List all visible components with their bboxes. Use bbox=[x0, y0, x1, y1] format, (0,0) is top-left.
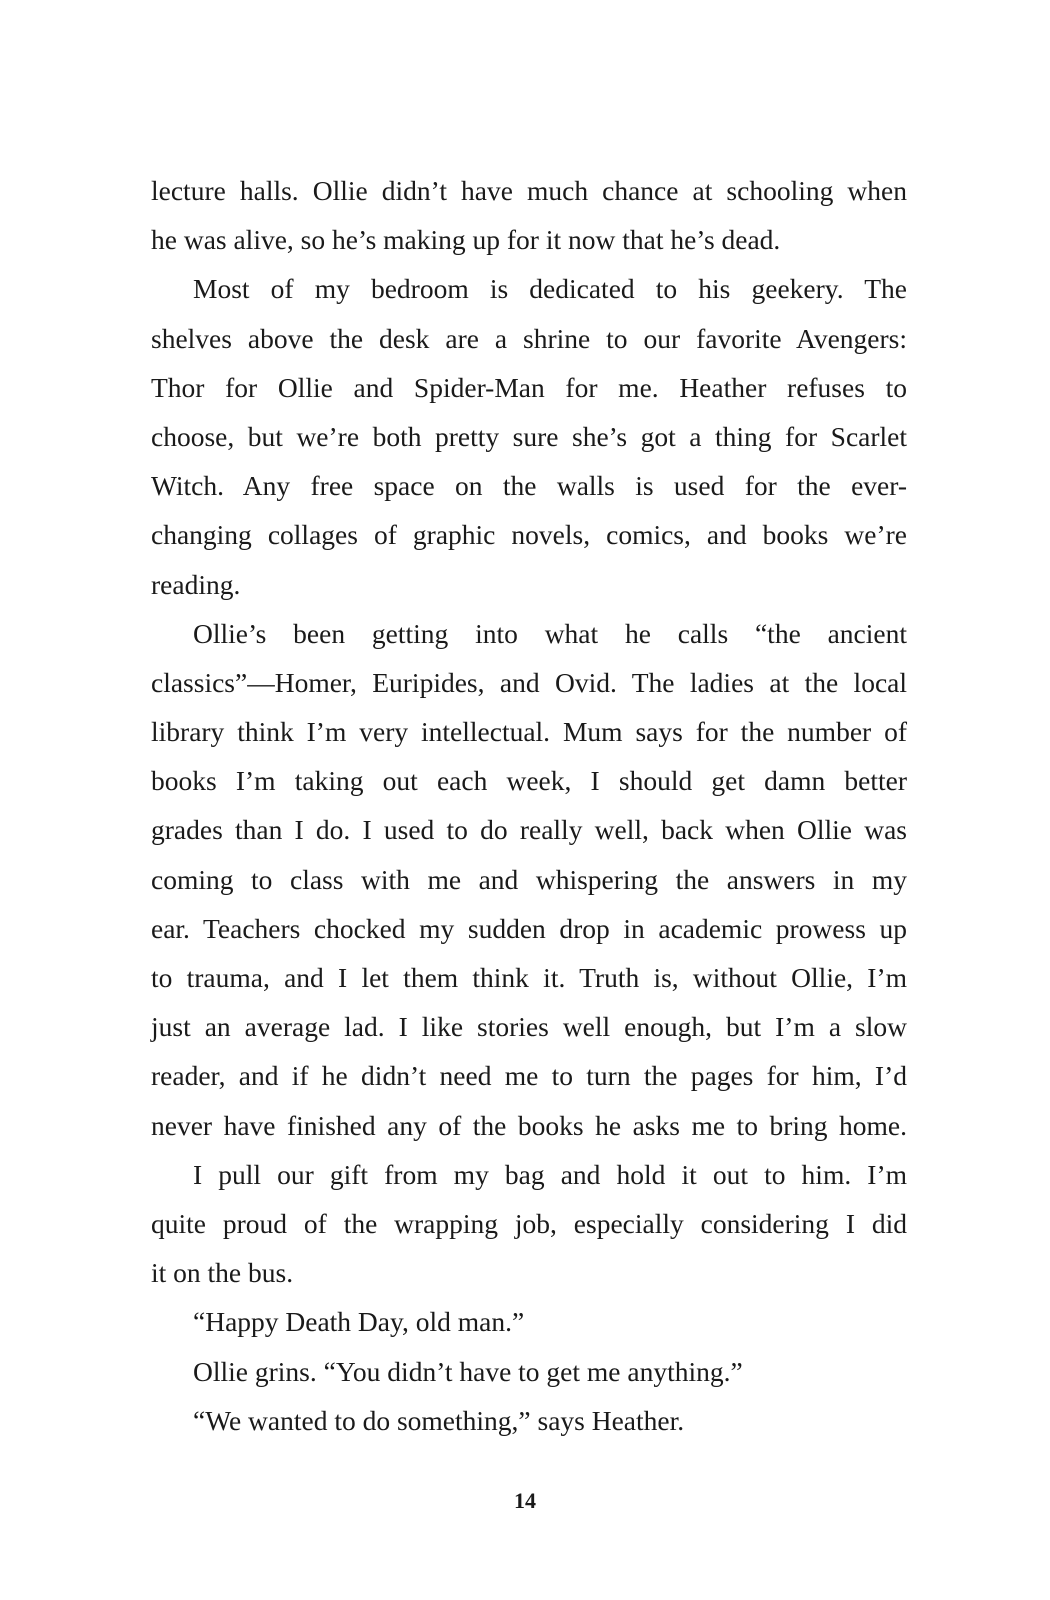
text-line: I pull our gift from my bag and hold it out to him. I’m bbox=[193, 1158, 907, 1190]
text-line: “Happy Death Day, old man.” bbox=[193, 1306, 525, 1338]
text-line: shelves above the desk are a shrine to our favorite Avengers: bbox=[151, 322, 907, 354]
text-line: reading. bbox=[151, 568, 241, 600]
text-line: Witch. Any free space on the walls is used for the ever- bbox=[151, 470, 907, 502]
text-line: “We wanted to do something,” says Heather. bbox=[193, 1404, 685, 1436]
text-line: changing collages of graphic novels, comics, and books we’re bbox=[151, 519, 907, 551]
text-line: grades than I do. I used to do really well, back when Ollie was bbox=[151, 814, 907, 846]
body-text bbox=[151, 166, 907, 1445]
text-line: classics”—Homer, Euripides, and Ovid. The ladies at the local bbox=[151, 666, 907, 698]
text-line: just an average lad. I like stories well enough, but I’m a slow bbox=[151, 1011, 907, 1043]
text-line: it on the bus. bbox=[151, 1257, 294, 1289]
text-line: Ollie grins. “You didn’t have to get me anything.” bbox=[193, 1355, 743, 1387]
text-line: library think I’m very intellectual. Mum says for the number of bbox=[151, 716, 907, 748]
text-line: Thor for Ollie and Spider-Man for me. Heather refuses to bbox=[151, 371, 907, 403]
text-line: Ollie’s been getting into what he calls “the ancient bbox=[193, 617, 907, 649]
text-line: he was alive, so he’s making up for it now that he’s dead. bbox=[151, 224, 781, 256]
text-line: to trauma, and I let them think it. Truth is, without Ollie, I’m bbox=[151, 962, 907, 993]
text-line: lecture halls. Ollie didn’t have much chance at schooling when bbox=[151, 175, 907, 206]
text-line: quite proud of the wrapping job, especially considering I did bbox=[151, 1207, 907, 1239]
text-line: ear. Teachers chocked my sudden drop in academic prowess up bbox=[151, 912, 907, 944]
text-line: Most of my bedroom is dedicated to his geekery. The bbox=[193, 273, 907, 305]
text-line: reader, and if he didn’t need me to turn the pages for him, I’d bbox=[151, 1060, 907, 1092]
text-line: books I’m taking out each week, I should get damn better bbox=[151, 765, 907, 797]
text-line: choose, but we’re both pretty sure she’s got a thing for Scarlet bbox=[151, 420, 907, 452]
text-line: never have finished any of the books he asks me to bring home. bbox=[151, 1109, 907, 1141]
text-line: coming to class with me and whispering the answers in my bbox=[151, 863, 907, 895]
page-number: 14 bbox=[514, 1488, 536, 1513]
